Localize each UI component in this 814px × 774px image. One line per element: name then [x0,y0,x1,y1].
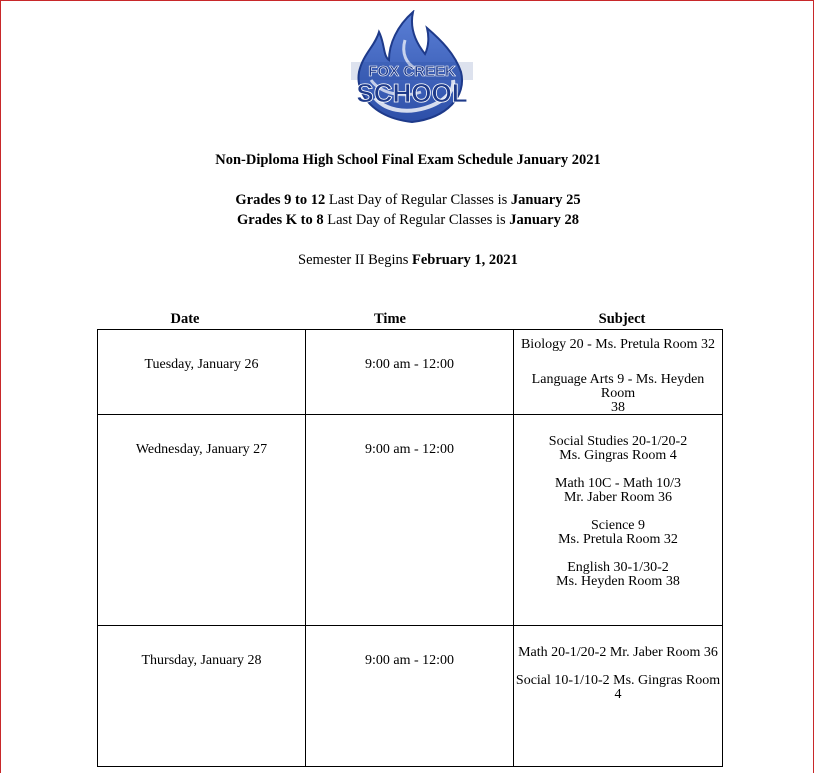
subject-entry [514,338,722,352]
exam-schedule-body [98,330,723,767]
cell-subject [514,330,723,415]
subject-entry [514,674,722,702]
cell-subject [514,415,723,626]
table-row [98,330,723,415]
column-header-date: Date [170,311,200,327]
cell-time [306,330,514,415]
grades-9-12-text: Last Day of Regular Classes is [325,192,511,208]
exam-time: 9:00 am - 12:00 [364,357,455,372]
semester-text: Semester II Begins [298,252,413,268]
subject-line: 38 [611,400,625,415]
table-row [98,626,723,767]
column-header-subject: Subject [598,311,646,327]
column-header-time: Time [374,311,406,327]
subject-line: Mr. Jaber Room 36 [563,490,673,505]
subject-line: Science 9 [590,518,646,533]
cell-subject [514,626,723,767]
cell-date [98,330,306,415]
exam-schedule-table [97,329,723,767]
subject-line: Social 10-1/10-2 Ms. Gingras Room 4 [515,673,721,702]
grades-k-8-line [1,211,814,229]
grades-k-8-label: Grades K to 8 [237,212,324,228]
subject-entry [514,646,722,660]
grades-k-8-text: Last Day of Regular Classes is [323,212,510,228]
subject-line: Math 10C - Math 10/3 [555,476,681,491]
table-row [98,415,723,626]
grades-9-12-line [1,191,814,209]
logo-text-line2: SCHOOL [356,78,468,108]
subject-line: Biology 20 - Ms. Pretula Room 32 [520,337,716,352]
exam-time: 9:00 am - 12:00 [364,653,455,668]
logo-text-line1: FOX CREEK [368,63,456,80]
cell-date [98,415,306,626]
exam-date: Tuesday, January 26 [144,357,259,372]
page-title: Non-Diploma High School Final Exam Schedule January 2021 [215,152,601,168]
subject-line: Ms. Gingras Room 4 [559,448,677,463]
subject-line: Language Arts 9 - Ms. Heyden Room [531,372,705,401]
exam-date: Wednesday, January 27 [135,442,268,457]
exam-time: 9:00 am - 12:00 [364,442,455,457]
subject-entry [514,477,722,505]
subject-entry [514,561,722,589]
subject-entry [514,519,722,547]
subject-line: English 30-1/30-2 [567,560,669,575]
grades-k-8-date: January 28 [509,212,579,228]
semester-date: February 1, 2021 [412,252,518,268]
subject-entry [514,435,722,463]
grades-9-12-label: Grades 9 to 12 [235,192,326,208]
semester-line [1,251,814,269]
subject-entry [514,373,722,415]
cell-time [306,415,514,626]
subject-line: Math 20-1/20-2 Mr. Jaber Room 36 [518,645,718,660]
exam-date: Thursday, January 28 [141,653,262,668]
fox-creek-school-logo [345,10,479,124]
grades-9-12-date: January 25 [510,192,581,208]
subject-line: Ms. Heyden Room 38 [556,574,680,589]
subject-line: Social Studies 20-1/20-2 [548,434,688,449]
cell-time [306,626,514,767]
subject-line: Ms. Pretula Room 32 [558,532,678,547]
cell-date [98,626,306,767]
